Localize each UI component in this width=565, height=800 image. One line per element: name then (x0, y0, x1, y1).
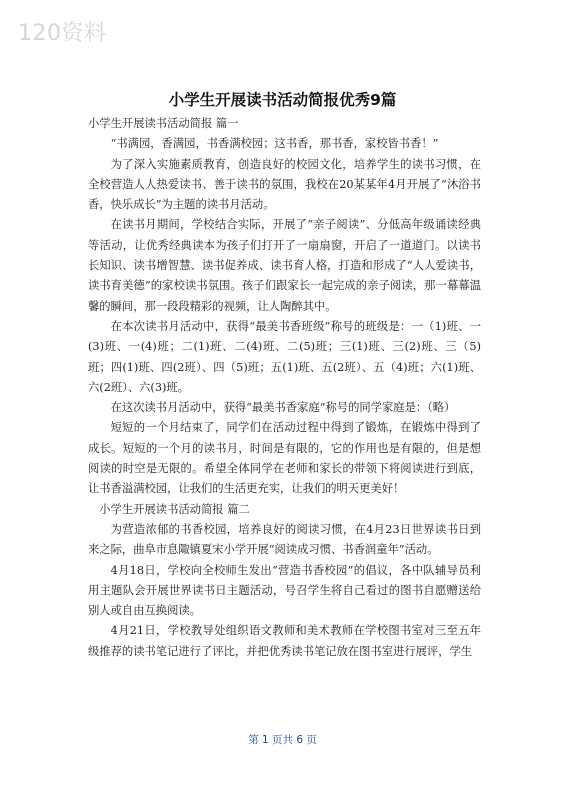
section-heading-1: 小学生开展读书活动简报 篇一 (88, 117, 239, 130)
watermark-logo: 120资料 (18, 21, 107, 46)
body-paragraph: 在读书月期间，学校结合实际，开展了“亲子阅读”、分低高年级诵读经典等活动，让优秀经典读本为孩子们打开了一扇扇窗，开启了一道道门。以读书长知识、读书增智慧、读书促养成、读书育人格，打造和形成了“人人爱读书，读书育美德”的家校读书氛围。孩子们跟家长一起完成的亲子阅读，那一幕幕温馨的瞬间，那一段段精彩的视频，让人陶醉其中。 (88, 218, 481, 313)
section-heading-2: 小学生开展读书活动简报 篇二 (99, 502, 250, 516)
page-title: 小学生开展读书活动简报优秀9篇 (168, 91, 397, 109)
body-paragraph: 为营造浓郁的书香校园，培养良好的阅读习惯，在4月23日世界读书日到来之际，曲阜市息陬镇夏宋小学开展“阅读成习惯、书香润童年”活动。 (88, 522, 481, 557)
body-paragraph: 4月21日，学校教导处组织语文教师和美术教师在学校图书室对三至五年级推荐的读书笔记进行了评比，并把优秀读书笔记放在图书室进行展评，学生 (88, 624, 481, 658)
body-paragraph: 4月18日，学校向全校师生发出“营造书香校园”的倡议，各中队辅导员利用主题队会开展世界读书日主题活动，号召学生将自己看过的图书自愿赠送给别人或自由互换阅读。 (88, 563, 481, 618)
page-number-footer: 第 1 页共 6 页 (248, 734, 317, 746)
slogan-paragraph: “书满园，香满园，书香满校园；这书香，那书香，家校皆书香！” (110, 137, 439, 151)
body-paragraph: 为了深入实施素质教育，创造良好的校园文化，培养学生的读书习惯，在全校营造人人热爱读书、善于读书的氛围，我校在20某某年4月开展了“沐浴书香，快乐成长”为主题的读书月活动。 (88, 157, 481, 212)
document-body (88, 114, 481, 662)
body-paragraph: 在本次读书月活动中，获得“最美书香班级”称号的班级是：一（1)班、一(3)班、一(4)班；二(1)班、二(4)班、二(5)班；三(1)班、三(2)班、三（5)班；四(1)班、四(2班）、四（5)班；五(1)班、五(2班）、五（4)班；六(1)班、六(2班）、六(3)班。 (88, 319, 481, 394)
body-paragraph: 短短的一个月结束了，同学们在活动过程中得到了锻炼，在锻炼中得到了成长。短短的一个月的读书月，时间是有限的，它的作用也是有限的，但是想阅读的时空是无限的。希望全体同学在老师和家长的带领下将阅读进行到底，让书香溢满校园，让我们的生活更充实，让我们的明天更美好！ (88, 421, 481, 496)
body-paragraph: 在这次读书月活动中，获得“最美书香家庭”称号的同学家庭是：（略） (110, 401, 456, 415)
